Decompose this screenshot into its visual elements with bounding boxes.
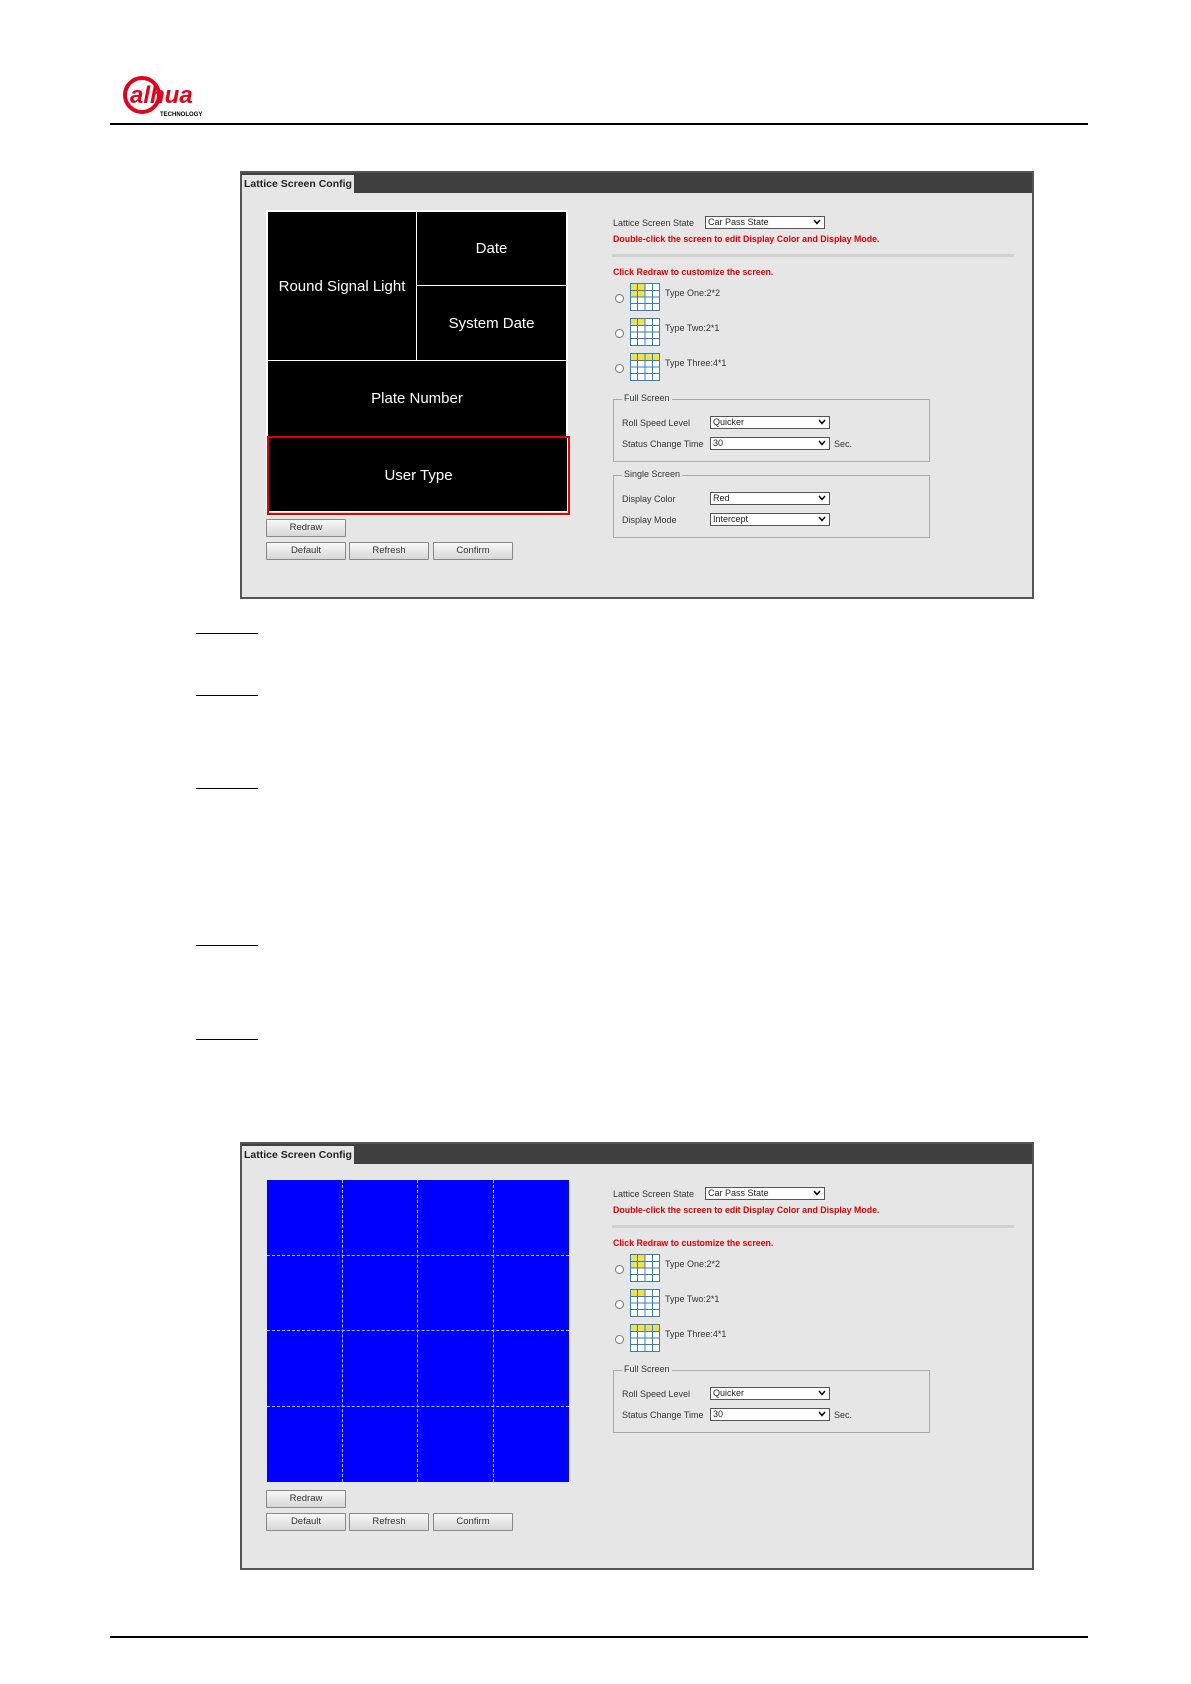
default-button[interactable]: Default [266, 1513, 346, 1531]
status-change-value: 30 [713, 1409, 724, 1419]
roll-speed-label: Roll Speed Level [622, 1389, 691, 1399]
panel-title: Lattice Screen Config [242, 1146, 354, 1166]
cell-date[interactable]: Date [416, 211, 567, 286]
dahua-logo [122, 70, 262, 120]
cell-round-signal-light[interactable]: Round Signal Light [267, 211, 417, 361]
single-screen-legend: Single Screen [624, 469, 681, 479]
grid-line [417, 1180, 418, 1482]
cell-plate-number[interactable]: Plate Number [267, 360, 567, 437]
screen-state-label: Lattice Screen State [613, 218, 695, 228]
full-screen-group [613, 393, 930, 462]
chevron-down-icon [818, 1389, 826, 1397]
confirm-button[interactable]: Confirm [433, 542, 513, 560]
full-screen-legend: Full Screen [624, 1364, 670, 1374]
logo-mark: alhua [130, 82, 193, 109]
type-three-radio[interactable] [615, 1335, 624, 1344]
cell-user-type[interactable]: User Type [267, 436, 570, 515]
display-color-value: Red [713, 493, 730, 503]
default-button[interactable]: Default [266, 542, 346, 560]
redraw-button[interactable]: Redraw [266, 1490, 346, 1508]
redraw-hint: Click Redraw to customize the screen. [613, 267, 774, 277]
type-two-label: Type Two:2*1 [665, 323, 720, 333]
grid-line [267, 1406, 569, 1407]
step-rule [196, 695, 258, 696]
grid-4x1-icon [630, 1324, 660, 1352]
type-three-radio[interactable] [615, 364, 624, 373]
step-rule [196, 1039, 258, 1040]
roll-speed-select[interactable] [710, 416, 830, 429]
chevron-down-icon [813, 1189, 821, 1197]
seconds-unit: Sec. [834, 1410, 853, 1420]
chevron-down-icon [813, 218, 821, 226]
screen-state-select[interactable] [705, 1187, 825, 1200]
type-two-radio[interactable] [615, 1300, 624, 1309]
type-three-label: Type Three:4*1 [665, 358, 727, 368]
type-two-radio[interactable] [615, 329, 624, 338]
refresh-button[interactable]: Refresh [349, 542, 429, 560]
step-rule [196, 633, 258, 634]
single-screen-group [613, 469, 930, 538]
roll-speed-label: Roll Speed Level [622, 418, 691, 428]
display-color-label: Display Color [622, 494, 676, 504]
redraw-hint: Click Redraw to customize the screen. [613, 1238, 774, 1248]
full-screen-legend: Full Screen [624, 393, 670, 403]
panel-header [242, 1144, 1032, 1164]
divider [612, 254, 1014, 257]
screen-state-value: Car Pass State [708, 1188, 769, 1198]
screen-state-value: Car Pass State [708, 217, 769, 227]
status-change-label: Status Change Time [622, 439, 704, 449]
double-click-hint: Double-click the screen to edit Display Color and Display Mode. [613, 234, 880, 244]
grid-2x2-icon [630, 283, 660, 311]
status-change-select[interactable] [710, 1408, 830, 1421]
chevron-down-icon [818, 515, 826, 523]
grid-2x1-icon [630, 1289, 660, 1317]
step-rule [196, 788, 258, 789]
grid-2x2-icon [630, 1254, 660, 1282]
roll-speed-value: Quicker [713, 417, 745, 427]
display-mode-value: Intercept [713, 514, 749, 524]
redraw-button[interactable]: Redraw [266, 519, 346, 537]
grid-4x1-icon [630, 353, 660, 381]
type-one-label: Type One:2*2 [665, 288, 721, 298]
status-change-value: 30 [713, 438, 724, 448]
grid-line [493, 1180, 494, 1482]
display-mode-select[interactable] [710, 513, 830, 526]
screen-state-select[interactable] [705, 216, 825, 229]
status-change-label: Status Change Time [622, 1410, 704, 1420]
divider [612, 1225, 1014, 1228]
header-rule [110, 123, 1088, 125]
grid-2x1-icon [630, 318, 660, 346]
double-click-hint: Double-click the screen to edit Display Color and Display Mode. [613, 1205, 880, 1215]
grid-line [342, 1180, 343, 1482]
type-two-label: Type Two:2*1 [665, 1294, 720, 1304]
panel-header [242, 173, 1032, 193]
confirm-button[interactable]: Confirm [433, 1513, 513, 1531]
logo-subtext: TECHNOLOGY [160, 112, 203, 118]
seconds-unit: Sec. [834, 439, 853, 449]
chevron-down-icon [818, 439, 826, 447]
lattice-screen[interactable] [267, 1180, 569, 1482]
roll-speed-select[interactable] [710, 1387, 830, 1400]
type-one-radio[interactable] [615, 1265, 624, 1274]
panel-title: Lattice Screen Config [242, 175, 354, 195]
type-one-radio[interactable] [615, 294, 624, 303]
type-one-label: Type One:2*2 [665, 1259, 721, 1269]
step-rule [196, 945, 258, 946]
lattice-config-panel-2 [240, 1142, 1034, 1570]
lattice-screen[interactable] [266, 210, 568, 512]
refresh-button[interactable]: Refresh [349, 1513, 429, 1531]
lattice-config-panel-1 [240, 171, 1034, 599]
status-change-select[interactable] [710, 437, 830, 450]
chevron-down-icon [818, 494, 826, 502]
grid-line [267, 1255, 569, 1256]
display-color-select[interactable] [710, 492, 830, 505]
grid-line [267, 1330, 569, 1331]
roll-speed-value: Quicker [713, 1388, 745, 1398]
chevron-down-icon [818, 418, 826, 426]
chevron-down-icon [818, 1410, 826, 1418]
screen-state-label: Lattice Screen State [613, 1189, 695, 1199]
full-screen-group [613, 1364, 930, 1433]
type-three-label: Type Three:4*1 [665, 1329, 727, 1339]
cell-system-date[interactable]: System Date [416, 285, 567, 361]
footer-rule [110, 1636, 1088, 1638]
display-mode-label: Display Mode [622, 515, 677, 525]
